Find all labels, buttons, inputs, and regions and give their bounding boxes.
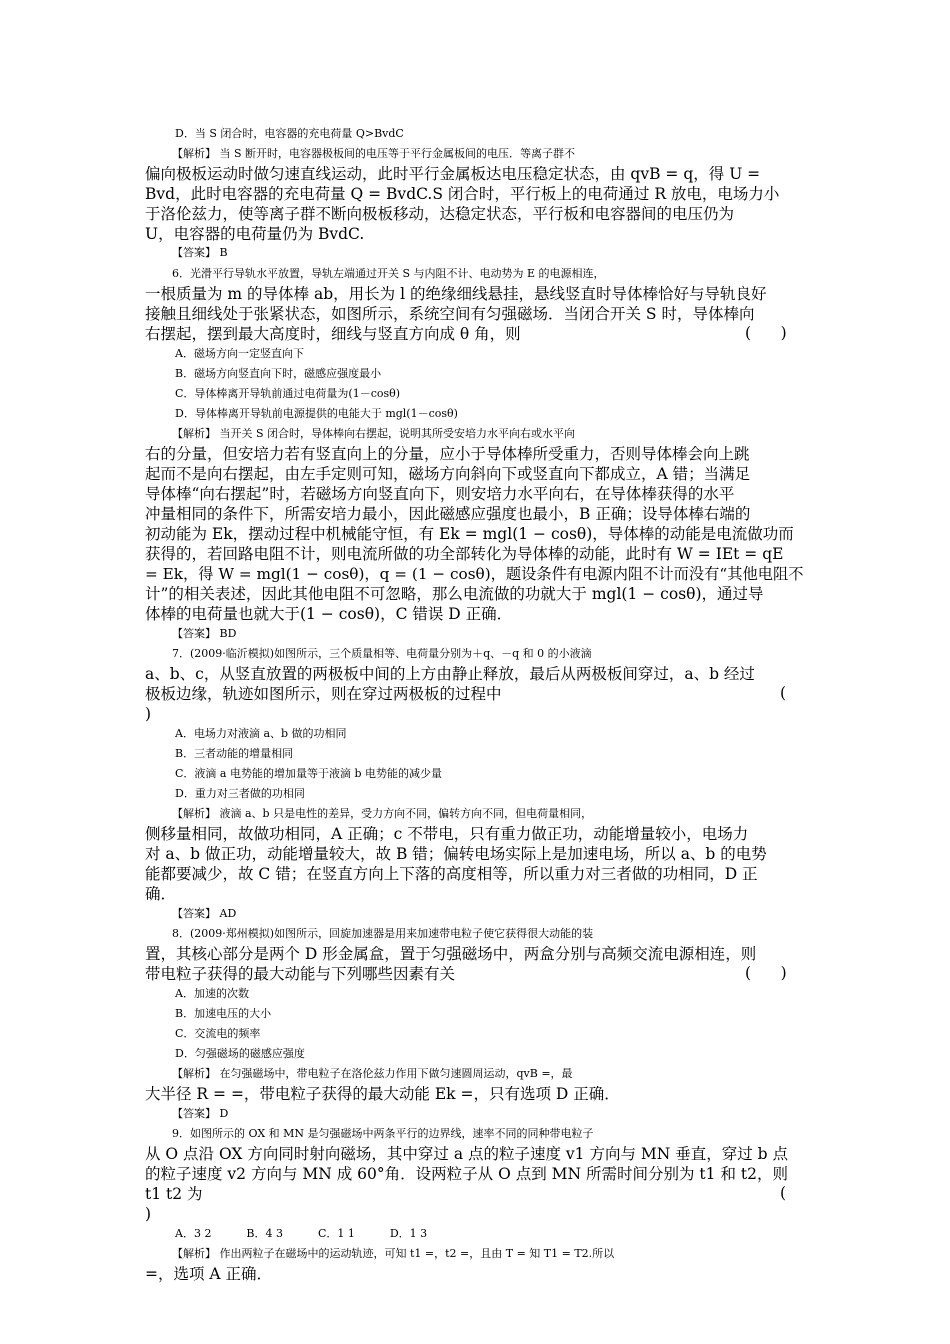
q6-analysis-line: 获得的，若回路电阻不计，则电流所做的功全部转化为导体棒的动能，此时有 W = IEt = qE <box>145 545 784 563</box>
q6-analysis-line: 导体棒“向右摆起”时，若磁场方向竖直向下，则安培力水平向右，在导体棒获得的水平 <box>145 485 735 503</box>
q5-analysis-line: Bvd，此时电容器的充电荷量 Q = BvdC.S 闭合时，平行板上的电荷通过 R 放电，电场力小 <box>145 185 780 203</box>
q6-analysis-line: = Ek，得 W = mgl(1 − cosθ)，q = (1 − cosθ)，题设条件有电源内阻不计而没有“其他电阻不 <box>145 565 804 583</box>
q9-analysis-line: =，选项 A 正确． <box>145 1265 273 1283</box>
q5-analysis-line: 偏向极板运动时做匀速直线运动，此时平行金属板达电压稳定状态，由 qvB = q，得 U = <box>145 165 761 183</box>
q9-options: A．3 2 B．4 3 C．1 1 D．1 3 <box>175 1227 428 1240</box>
q9-stem-line: t1 t2 为 <box>145 1185 203 1203</box>
q6-option-c: C．导体棒离开导轨前通过电荷量为(1－cosθ) <box>175 387 401 400</box>
q9-stem-line: 从 O 点沿 OX 方向同时射向磁场，其中穿过 a 点的粒子速度 v1 方向与 MN 垂直，穿过 b 点 <box>145 1145 789 1163</box>
q7-option-d: D．重力对三者做的功相同 <box>175 787 305 800</box>
q7-analysis-line: 能都要减少，故 C 错；在竖直方向上下落的高度相等，所以重力对三者做的功相同，D 正 <box>145 865 758 883</box>
q6-analysis-line: 右的分量，但安培力若有竖直向上的分量，应小于导体棒所受重力，否则导体棒会向上跳 <box>145 445 750 463</box>
q8-stem-line: 置，其核心部分是两个 D 形金属盒，置于匀强磁场中，两盒分别与高频交流电源相连，则 <box>145 945 757 963</box>
q8-stem-line: 8．(2009·郑州模拟)如图所示，回旋加速器是用来加速带电粒子使它获得很大动能的装 <box>172 927 594 940</box>
q6-answer: 【答案】 BD <box>172 627 237 640</box>
q6-stem-line: 6．光滑平行导轨水平放置，导轨左端通过开关 S 与内阻不计、电动势为 E 的电源相连， <box>172 267 605 280</box>
q8-answer-bracket: ( ) <box>745 964 787 982</box>
q6-analysis-line: 起而不是向右摆起，由左手定则可知，磁场方向斜向下或竖直向下都成立，A 错；当满足 <box>145 465 751 483</box>
q7-option-b: B．三者动能的增量相同 <box>175 747 294 760</box>
q7-option-a: A．电场力对液滴 a、b 做的功相同 <box>175 727 347 740</box>
q6-analysis-line: 【解析】 当开关 S 闭合时，导体棒向右摆起，说明其所受安培力水平向右或水平向 <box>172 427 576 440</box>
q7-analysis-line: 确． <box>145 885 177 903</box>
q5-analysis-line: 【解析】 当 S 断开时，电容器极板间的电压等于平行金属板间的电压．等离子群不 <box>172 147 576 160</box>
q9-stem-line: 9．如图所示的 OX 和 MN 是匀强磁场中两条平行的边界线，速率不同的同种带电粒子 <box>172 1127 594 1140</box>
q6-stem-line: 一根质量为 m 的导体棒 ab，用长为 l 的绝缘细线悬挂，悬线竖直时导体棒恰好与导轨良好 <box>145 285 767 303</box>
q6-analysis-line: 初动能为 Ek，摆动过程中机械能守恒，有 Ek = mgl(1 − cosθ)，导体棒的动能是电流做功而 <box>145 525 794 543</box>
q5-analysis-line: U，电容器的电荷量仍为 BvdC. <box>145 225 365 243</box>
q7-answer-bracket-open: ( <box>780 684 787 702</box>
q7-stem-line: 极板边缘，轨迹如图所示，则在穿过两极板的过程中 <box>145 685 502 703</box>
q8-analysis-line: 大半径 R = =，带电粒子获得的最大动能 Ek =，只有选项 D 正确． <box>145 1085 620 1103</box>
q6-analysis-line: 体棒的电荷量也就大于(1 − cosθ)，C 错误 D 正确． <box>145 605 513 623</box>
q6-option-a: A．磁场方向一定竖直向下 <box>175 347 304 360</box>
q6-option-b: B．磁场方向竖直向下时，磁感应强度最小 <box>175 367 382 380</box>
q7-analysis-line: 【解析】 液滴 a、b 只是电性的差异，受力方向不同，偏转方向不同，但电荷量相同， <box>172 807 593 820</box>
q7-option-c: C．液滴 a 电势能的增加量等于液滴 b 电势能的减少量 <box>175 767 443 780</box>
q5-analysis-line: 于洛伦兹力，使等离子群不断向极板移动，达稳定状态，平行板和电容器间的电压仍为 <box>145 205 735 223</box>
q9-analysis-line: 【解析】 作出两粒子在磁场中的运动轨迹，可知 t1 =，t2 =，且由 T = 知 T1 = T2.所以 <box>172 1247 615 1260</box>
q9-stem-line: 的粒子速度 v2 方向与 MN 成 60°角．设两粒子从 O 点到 MN 所需时间分别为 t1 和 t2，则 <box>145 1165 788 1183</box>
q6-stem-line: 接触且细线处于张紧状态，如图所示，系统空间有匀强磁场．当闭合开关 S 时，导体棒向 <box>145 305 755 323</box>
q6-analysis-line: 计”的相关表述，因此其他电阻不可忽略，那么电流做的功就大于 mgl(1 − cosθ)，通过导 <box>145 585 764 603</box>
q6-stem-line: 右摆起，摆到最大高度时，细线与竖直方向成 θ 角，则 <box>145 325 521 343</box>
q9-answer-bracket-open: ( <box>780 1184 787 1202</box>
q7-stem-line: 7．(2009·临沂模拟)如图所示，三个质量相等、电荷量分别为＋q、－q 和 0 的小液滴 <box>172 647 592 660</box>
q8-answer: 【答案】 D <box>172 1107 229 1120</box>
q8-option-a: A．加速的次数 <box>175 987 249 1000</box>
q8-option-d: D．匀强磁场的磁感应强度 <box>175 1047 305 1060</box>
q6-answer-bracket: ( ) <box>745 324 787 342</box>
q8-option-c: C．交流电的频率 <box>175 1027 261 1040</box>
q5-answer: 【答案】 B <box>172 246 228 259</box>
q8-option-b: B．加速电压的大小 <box>175 1007 272 1020</box>
q7-answer-bracket-close: ) <box>145 705 152 723</box>
q9-answer-bracket-close: ) <box>145 1205 152 1223</box>
q6-analysis-line: 冲量相同的条件下，所需安培力最小，因此磁感应强度也最小，B 正确；设导体棒右端的 <box>145 505 751 523</box>
q7-analysis-line: 侧移量相同，故做功相同，A 正确；c 不带电，只有重力做正功，动能增量较小，电场力 <box>145 825 749 843</box>
q8-stem-line: 带电粒子获得的最大动能与下列哪些因素有关 <box>145 965 456 983</box>
q5-option-d: D．当 S 闭合时，电容器的充电荷量 Q>BvdC <box>175 127 404 140</box>
q7-stem-line: a、b、c，从竖直放置的两极板中间的上方由静止释放，最后从两极板间穿过，a、b 经过 <box>145 665 755 683</box>
q7-analysis-line: 对 a、b 做正功，动能增量较大，故 B 错；偏转电场实际上是加速电场，所以 a、b 的电势 <box>145 845 767 863</box>
q8-analysis-line: 【解析】 在匀强磁场中，带电粒子在洛伦兹力作用下做匀速圆周运动，qvB =，最 <box>172 1067 573 1080</box>
q7-answer: 【答案】 AD <box>172 907 237 920</box>
q6-option-d: D．导体棒离开导轨前电源提供的电能大于 mgl(1－cosθ) <box>175 407 458 420</box>
